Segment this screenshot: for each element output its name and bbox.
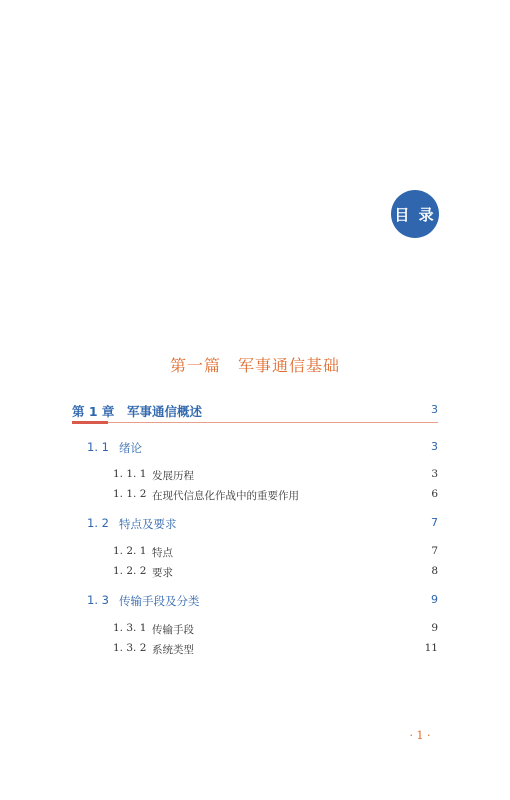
subsection-entry[interactable] (113, 468, 438, 483)
subsection-entry[interactable] (113, 488, 438, 503)
section-title: 绪论 (119, 441, 142, 455)
subsection-title: 要求 (152, 567, 173, 579)
section-title: 传输手段及分类 (119, 594, 200, 608)
subsection-page: 6 (431, 488, 438, 500)
subsection-number: 1. 2. 1 (113, 545, 147, 557)
part-title: 第一篇 军事通信基础 (169, 356, 340, 375)
subsection-number: 1. 2. 2 (113, 565, 147, 577)
subsection-entry[interactable] (113, 545, 438, 560)
toc-label: 目 录 (394, 205, 436, 224)
section-title: 特点及要求 (119, 517, 177, 531)
subsection-entry[interactable] (113, 565, 438, 580)
subsection-title: 特点 (152, 547, 173, 559)
section-number: 1. 1 (87, 440, 109, 454)
page-number: · 1 · (409, 729, 431, 742)
section-page: 9 (431, 593, 438, 606)
subsection-title: 系统类型 (152, 644, 194, 656)
section-entry[interactable] (87, 440, 438, 456)
subsection-number: 1. 1. 1 (113, 468, 147, 480)
chapter-accent-bar (72, 421, 108, 424)
section-page: 7 (431, 516, 438, 529)
subsection-title: 发展历程 (152, 470, 194, 482)
subsection-title: 传输手段 (152, 624, 194, 636)
subsection-page: 3 (431, 468, 438, 480)
subsection-number: 1. 3. 2 (113, 642, 147, 654)
subsection-number: 1. 3. 1 (113, 622, 147, 634)
section-page: 3 (431, 440, 438, 453)
subsection-page: 8 (431, 565, 438, 577)
section-number: 1. 3 (87, 593, 109, 607)
subsection-number: 1. 1. 2 (113, 488, 147, 500)
chapter-number: 第 1 章 (72, 404, 115, 419)
toc-badge (391, 190, 439, 238)
subsection-title: 在现代信息化作战中的重要作用 (152, 490, 299, 502)
chapter-page: 3 (431, 403, 438, 416)
section-entry[interactable] (87, 593, 438, 609)
section-entry[interactable] (87, 516, 438, 532)
section-number: 1. 2 (87, 516, 109, 530)
subsection-page: 9 (431, 622, 438, 634)
subsection-entry[interactable] (113, 622, 438, 637)
chapter-entry[interactable] (72, 402, 438, 423)
subsection-page: 7 (431, 545, 438, 557)
chapter-title: 军事通信概述 (127, 404, 203, 419)
subsection-entry[interactable] (113, 642, 438, 657)
subsection-page: 11 (424, 642, 438, 654)
